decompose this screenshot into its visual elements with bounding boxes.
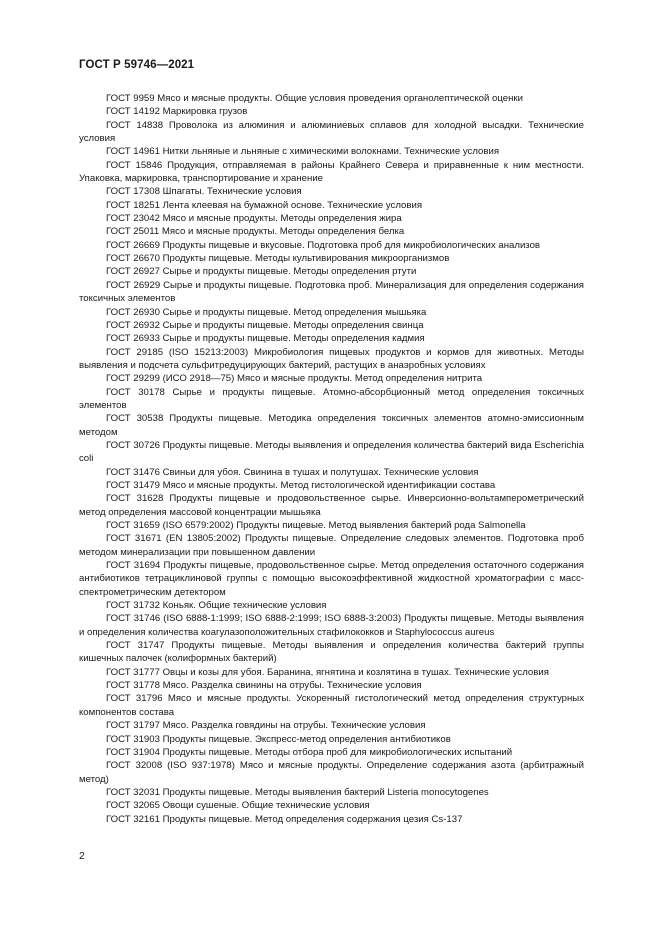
reference-entry: ГОСТ 26930 Сырье и продукты пищевые. Метод определения мышьяка	[106, 306, 427, 318]
reference-entry: ГОСТ 31671 (EN 13805:2002) Продукты пищевые. Определение следовых элементов. Подготовка проб методом минерализации при повышенном давлении	[79, 533, 584, 558]
reference-entry: ГОСТ 32031 Продукты пищевые. Методы выявления бактерий Listeria monocytogenes	[106, 786, 489, 798]
reference-entry: ГОСТ 14961 Нитки льняные и льняные с химическими волокнами. Технические условия	[106, 146, 500, 158]
reference-entry: ГОСТ 32008 (ISO 937:1978) Мясо и мясные продукты. Определение содержания азота (арбитражный метод)	[79, 760, 584, 785]
document-header: ГОСТ Р 59746—2021	[79, 59, 195, 71]
reference-entry: ГОСТ 14192 Маркировка грузов	[106, 106, 248, 118]
reference-entry: ГОСТ 32161 Продукты пищевые. Метод определения содержания цезия Cs-137	[106, 813, 463, 825]
reference-entry: ГОСТ 26932 Сырье и продукты пищевые. Методы определения свинца	[106, 319, 424, 331]
reference-entry: ГОСТ 31732 Коньяк. Общие технические условия	[106, 600, 327, 612]
reference-entry: ГОСТ 31796 Мясо и мясные продукты. Ускоренный гистологический метод определения структурных компонентов состава	[79, 693, 584, 718]
reference-entry: ГОСТ 18251 Лента клеевая на бумажной основе. Технические условия	[106, 199, 423, 211]
reference-entry: ГОСТ 25011 Мясо и мясные продукты. Методы определения белка	[106, 226, 405, 238]
reference-entry: ГОСТ 32065 Овощи сушеные. Общие технические условия	[106, 800, 370, 812]
reference-entry: ГОСТ 31777 Овцы и козы для убоя. Баранина, ягнятина и козлятина в тушах. Технические условия	[106, 666, 549, 678]
reference-entry: ГОСТ 26933 Сырье и продукты пищевые. Методы определения кадмия	[106, 333, 425, 345]
reference-entry: ГОСТ 30538 Продукты пищевые. Методика определения токсичных элементов атомно-эмиссионным методом	[79, 413, 584, 438]
reference-entry: ГОСТ 31628 Продукты пищевые и продовольственное сырье. Инверсионно-вольтамперометрический метод определения массовой концентрации мышьяка	[79, 493, 584, 518]
reference-entry: ГОСТ 31694 Продукты пищевые, продовольственное сырье. Метод определения остаточного содержания антибиотиков тетрациклиновой группы с помощью высокоэффективной жидкостной хроматографии с масс-спектрометрическим детектором	[79, 560, 584, 598]
reference-entry: ГОСТ 31746 (ISO 6888-1:1999; ISO 6888-2:1999; ISO 6888-3:2003) Продукты пищевые. Методы выявления и определения количества коагулазоположительных стафилококков и Staphylococcus aureus	[79, 613, 584, 638]
reference-entry: ГОСТ 14838 Проволока из алюминия и алюминиевых сплавов для холодной высадки. Технические условия	[79, 119, 584, 145]
normative-references-list	[79, 92, 584, 826]
reference-entry: ГОСТ 26670 Продукты пищевые. Методы культивирования микроорганизмов	[106, 253, 450, 265]
reference-entry: ГОСТ 31797 Мясо. Разделка говядины на отрубы. Технические условия	[106, 720, 426, 732]
reference-entry: ГОСТ 17308 Шпагаты. Технические условия	[106, 186, 302, 198]
reference-entry: ГОСТ 26669 Продукты пищевые и вкусовые. Подготовка проб для микробиологических анализов	[106, 239, 541, 251]
page-number: 2	[79, 850, 85, 862]
reference-entry: ГОСТ 29299 (ИСО 2918—75) Мясо и мясные продукты. Метод определения нитрита	[106, 373, 483, 385]
reference-entry: ГОСТ 23042 Мясо и мясные продукты. Методы определения жира	[106, 213, 402, 225]
reference-entry: ГОСТ 15846 Продукция, отправляемая в районы Крайнего Севера и приравненные к ним местности. Упаковка, маркировка, транспортирование и хранение	[79, 159, 584, 185]
reference-entry: ГОСТ 26927 Сырье и продукты пищевые. Методы определения ртути	[106, 266, 417, 278]
reference-entry: ГОСТ 30726 Продукты пищевые. Методы выявления и определения количества бактерий вида Escherichia coli	[79, 439, 584, 465]
reference-entry: ГОСТ 31904 Продукты пищевые. Методы отбора проб для микробиологических испытаний	[106, 746, 513, 758]
reference-entry: ГОСТ 29185 (ISO 15213:2003) Микробиология пищевых продуктов и кормов для животных. Методы выявления и подсчета сульфитредуцирующих бактерий, растущих в анаэробных условиях	[79, 346, 584, 371]
reference-entry: ГОСТ 30178 Сырье и продукты пищевые. Атомно-абсорбционный метод определения токсичных элементов	[79, 386, 584, 411]
reference-entry: ГОСТ 26929 Сырье и продукты пищевые. Подготовка проб. Минерализация для определения содержания токсичных элементов	[79, 279, 584, 305]
reference-entry: ГОСТ 9959 Мясо и мясные продукты. Общие условия проведения органолептической оценки	[106, 93, 523, 104]
reference-entry: ГОСТ 31747 Продукты пищевые. Методы выявления и определения количества бактерий группы кишечных палочек (колиформных бактерий)	[79, 640, 584, 665]
reference-entry: ГОСТ 31903 Продукты пищевые. Экспресс-метод определения антибиотиков	[106, 733, 451, 745]
reference-entry: ГОСТ 31479 Мясо и мясные продукты. Метод гистологической идентификации состава	[106, 479, 496, 491]
reference-entry: ГОСТ 31778 Мясо. Разделка свинины на отрубы. Технические условия	[106, 680, 422, 692]
reference-entry: ГОСТ 31659 (ISO 6579:2002) Продукты пищевые. Метод выявления бактерий рода Salmonella	[106, 520, 526, 531]
reference-entry: ГОСТ 31476 Свиньи для убоя. Свинина в тушах и полутушах. Технические условия	[106, 466, 479, 478]
